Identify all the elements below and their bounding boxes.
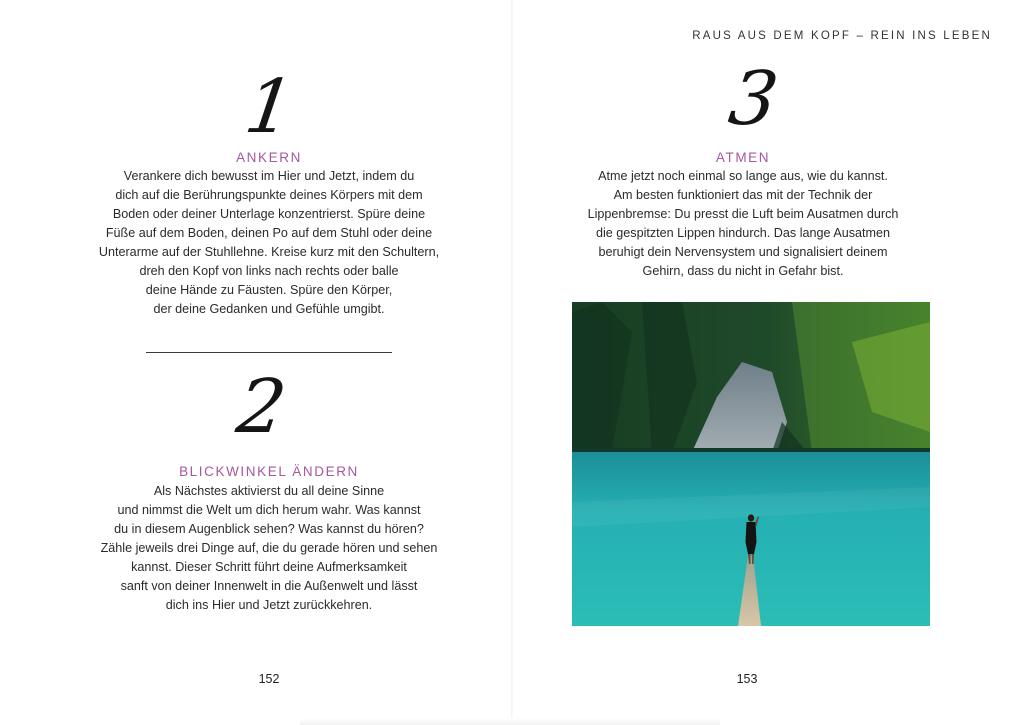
text-line: beruhigt dein Nervensystem und signalisiert deinem: [598, 245, 888, 259]
text-line: deine Hände zu Fäusten. Spüre den Körper,: [145, 283, 393, 297]
running-head: RAUS AUS DEM KOPF – REIN INS LEBEN: [692, 30, 992, 42]
text-line: Füße auf dem Boden, deinen Po auf dem Stuhl oder deine: [105, 226, 433, 240]
text-line: Als Nächstes aktivierst du all deine Sinne: [153, 484, 385, 498]
text-line: dich ins Hier und Jetzt zurückkehren.: [165, 598, 373, 612]
text-line: die gespitzten Lippen hindurch. Das lange Ausatmen: [595, 226, 891, 240]
text-line: Zähle jeweils drei Dinge auf, die du gerade hören und sehen: [100, 541, 438, 555]
section-body-blickwinkel: [13, 482, 525, 615]
lake-photo: [572, 302, 930, 626]
text-line: dich auf die Berührungspunkte deines Körpers mit dem: [115, 188, 423, 202]
lake-photo-illustration: [572, 302, 930, 626]
text-line: Lippenbremse: Du presst die Luft beim Ausatmen durch: [587, 207, 899, 221]
page-bottom-shadow: [300, 718, 720, 725]
page-number-left: 152: [258, 672, 280, 686]
text-line: Unterarme auf der Stuhllehne. Kreise kurz mit den Schultern,: [98, 245, 440, 259]
text-line: du in diesem Augenblick sehen? Was kannst du hören?: [114, 522, 424, 536]
text-line: Atme jetzt noch einmal so lange aus, wie du kannst.: [598, 169, 888, 183]
step-numeral-1: 1: [239, 64, 300, 150]
right-page: [512, 0, 1024, 725]
section-body-atmen: [487, 167, 999, 281]
text-line: der deine Gedanken und Gefühle umgibt.: [153, 302, 385, 316]
text-line: dreh den Kopf von links nach rechts oder balle: [139, 264, 399, 278]
section-divider: [146, 352, 392, 353]
section-title-ankern: ANKERN: [236, 150, 302, 165]
text-line: Boden oder deiner Unterlage konzentrierst. Spüre deine: [112, 207, 426, 221]
section-title-atmen: ATMEN: [715, 150, 771, 165]
text-line: Gehirn, dass du nicht in Gefahr bist.: [642, 264, 844, 278]
text-line: und nimmst die Welt um dich herum wahr. Was kannst: [117, 503, 421, 517]
text-line: Verankere dich bewusst im Hier und Jetzt, indem du: [123, 169, 415, 183]
text-line: sanft von deiner Innenwelt in die Außenwelt und lässt: [120, 579, 418, 593]
text-line: kannst. Dieser Schritt führt deine Aufmerksamkeit: [131, 560, 407, 574]
section-body-ankern: [13, 167, 525, 319]
text-line: Am besten funktioniert das mit der Technik der: [613, 188, 873, 202]
section-title-blickwinkel: BLICKWINKEL ÄNDERN: [179, 464, 359, 479]
step-numeral-2: 2: [231, 364, 292, 450]
page-number-right: 153: [736, 672, 758, 686]
step-numeral-3: 3: [723, 56, 784, 142]
